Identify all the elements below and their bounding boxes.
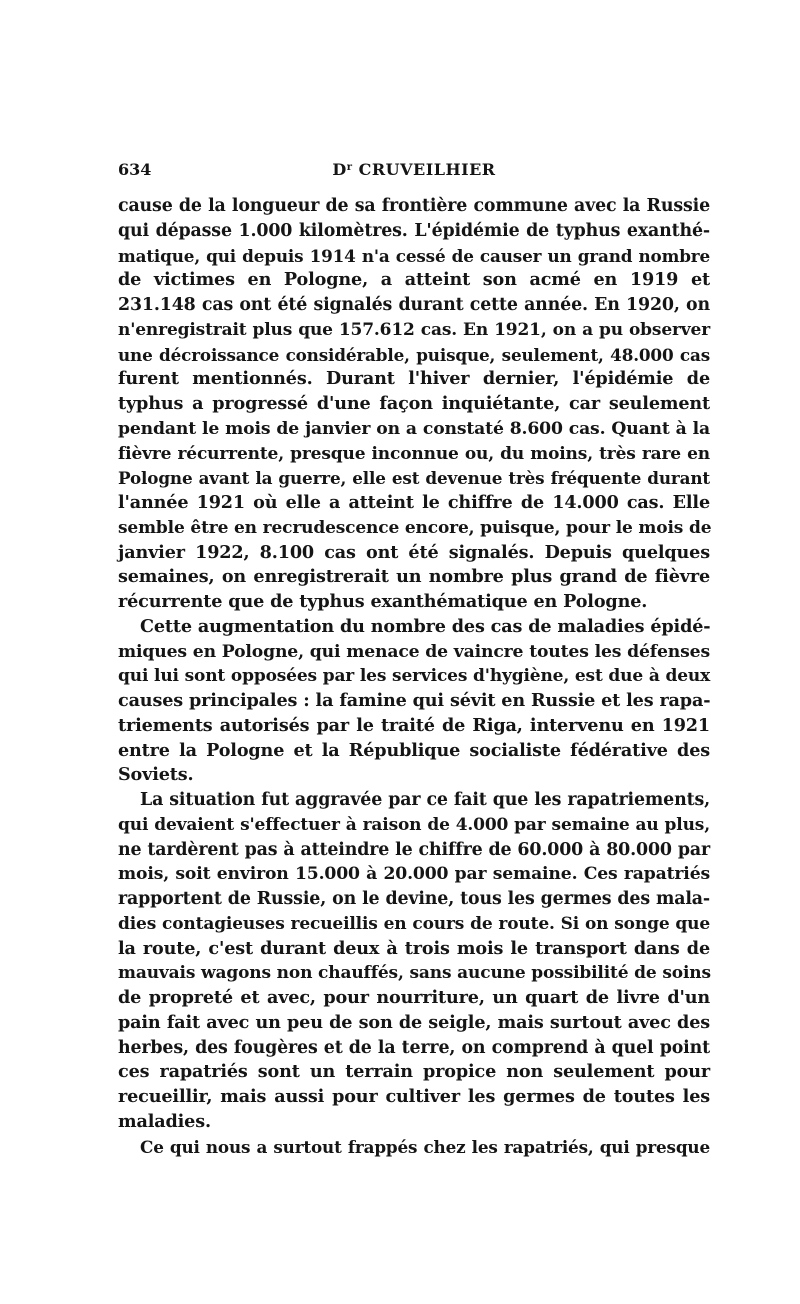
text-line: cause de la longueur de sa frontière commune avec la Russie (118, 196, 710, 216)
text-line: ne tardèrent pas à atteindre le chiffre de 60.000 à 80.000 par (118, 839, 710, 860)
header-author-title (118, 160, 710, 179)
text-line: de victimes en Pologne, a atteint son acmé en 1919 et (118, 269, 710, 291)
text-line: causes principales : la famine qui sévit en Russie et les rapa- (118, 690, 711, 711)
text-line: rapportent de Russie, on le devine, tous les germes des mala- (118, 889, 710, 909)
text-line: ces rapatriés sont un terrain propice non seulement pour (118, 1061, 710, 1083)
text-line: récurrente que de typhus exanthématique en Pologne. (118, 591, 648, 612)
page-number: 634 (118, 160, 152, 179)
body-text (118, 194, 710, 1159)
text-line: janvier 1922, 8.100 cas ont été signalés. Depuis quelques (118, 541, 710, 563)
text-line: entre la Pologne et la République socialiste fédérative des (118, 739, 710, 761)
text-line: qui devaient s'effectuer à raison de 4.000 par semaine au plus, (118, 814, 710, 835)
text-line: maladies. (118, 1110, 211, 1132)
text-line: 231.148 cas ont été signalés durant cette année. En 1920, on (118, 295, 710, 315)
text-line: pendant le mois de janvier on a constaté 8.600 cas. Quant à la (118, 418, 710, 439)
text-line: semble être en recrudescence encore, puisque, pour le mois de (118, 517, 712, 538)
text-line: La situation fut aggravée par ce fait que les rapatriements, (140, 790, 710, 810)
text-line: mauvais wagons non chauffés, sans aucune possibilité de soins (118, 963, 711, 984)
text-line: semaines, on enregistrerait un nombre plus grand de fièvre (118, 566, 710, 588)
text-line: matique, qui depuis 1914 n'a cessé de causer un grand nombre (118, 245, 710, 266)
text-line: l'année 1921 où elle a atteint le chiffre de 14.000 cas. Elle (118, 492, 710, 513)
text-line: pain fait avec un peu de son de seigle, mais surtout avec des (118, 1011, 710, 1033)
text-line: recueillir, mais aussi pour cultiver les germes de toutes les (118, 1086, 710, 1107)
text-line: typhus a progressé d'une façon inquiétante, car seulement (118, 393, 710, 414)
text-line: de propreté et avec, pour nourriture, un quart de livre d'un (118, 987, 710, 1008)
text-line: miques en Pologne, qui menace de vaincre toutes les défenses (118, 641, 710, 662)
text-line: la route, c'est durant deux à trois mois le transport dans de (118, 937, 710, 959)
author-suffix: r (346, 162, 353, 173)
text-line: qui lui sont opposées par les services d'hygiène, est due à deux (118, 666, 711, 687)
text-line: Pologne avant la guerre, elle est devenue très fréquente durant (118, 468, 710, 489)
text-line: furent mentionnés. Durant l'hiver dernier, l'épidémie de (118, 368, 710, 390)
text-line: Cette augmentation du nombre des cas de maladies épidé- (140, 615, 711, 637)
author-name: CRUVEILHIER (352, 160, 496, 179)
text-line: une décroissance considérable, puisque, seulement, 48.000 cas (118, 344, 710, 365)
text-line: fièvre récurrente, presque inconnue ou, du moins, très rare en (118, 443, 710, 464)
text-line: qui dépasse 1.000 kilomètres. L'épidémie de typhus exanthé- (118, 220, 710, 241)
text-line: Ce qui nous a surtout frappés chez les rapatriés, qui presque (140, 1136, 710, 1157)
text-line: mois, soit environ 15.000 à 20.000 par semaine. Ces rapatriés (118, 864, 710, 885)
text-line: triements autorisés par le traité de Riga, intervenu en 1921 (118, 714, 710, 736)
running-head (118, 160, 710, 186)
author-prefix: D (332, 160, 347, 179)
text-line: Soviets. (118, 764, 194, 786)
text-line: dies contagieuses recueillis en cours de route. Si on songe que (118, 913, 710, 934)
text-line: herbes, des fougères et de la terre, on comprend à quel point (118, 1037, 710, 1058)
text-line: n'enregistrait plus que 157.612 cas. En 1921, on a pu observer (118, 319, 710, 340)
